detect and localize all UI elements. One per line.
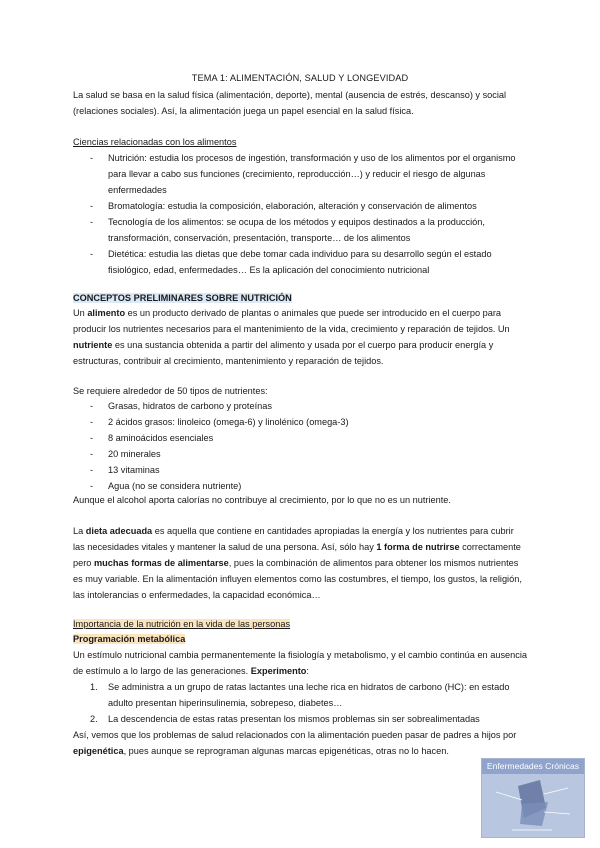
term-alimento: alimento <box>87 308 126 318</box>
programacion-paragraph <box>73 647 528 679</box>
highlight: Programación metabólica <box>73 634 186 644</box>
text-run: es una sustancia obtenida a partir del alimento y usada por el cuerpo para producir energía y estructuras, contribuir al crecimiento, mantenimiento y reparación de tejidos. <box>73 340 494 366</box>
text-run: Un estímulo nutricional cambia permanentemente la fisiología y metabolismo, y el cambio continúa en ausencia de estímulo a lo largo de las generaciones. <box>73 650 528 676</box>
text-run: es aquella que contiene en cantidades apropiadas la energía y los nutrientes para cubrir las necesidades vitales y mantener la salud de una persona. Así, sólo hay <box>73 526 514 552</box>
highlight: CONCEPTOS PRELIMINARES SOBRE NUTRICIÓN <box>73 293 292 303</box>
text-run: , pues la combinación de alimentos para obtener los mismos nutrientes es muy variable. En la alimentación influyen elementos como las costumbres, el tiempo, los gustos, la religión, las intolerancias o enfermedades, la capacidad económica… <box>73 558 522 600</box>
list-item: - Tecnología de los alimentos: se ocupa de los métodos y equipos destinados a la producción, transformación, conservación, presentación, transporte… de los alimentos <box>90 214 520 246</box>
highlight: Importancia de la nutrición en la vida de las personas <box>73 619 291 629</box>
list-item: - Agua (no se considera nutriente) <box>90 478 520 494</box>
text-run: La <box>73 526 86 536</box>
bold-run: epigenética <box>73 746 124 756</box>
list-item: - 20 minerales <box>90 446 520 462</box>
ciencias-heading: Ciencias relacionadas con los alimentos <box>73 137 237 147</box>
step-number: 1. <box>90 682 98 692</box>
list-item: - 8 aminoácidos esenciales <box>90 430 520 446</box>
bold-run: Experimento <box>250 666 307 676</box>
text-run: : <box>306 666 309 676</box>
intro-paragraph: La salud se basa en la salud física (alimentación, deporte), mental (ausencia de estrés, descanso) y social (relaciones sociales). Así, la alimentación juega un papel esencial en la salud física. <box>73 90 507 116</box>
list-item <box>90 711 520 727</box>
diagram-line <box>544 812 570 814</box>
conceptos-heading <box>73 291 292 305</box>
programacion-heading <box>73 632 185 646</box>
list-item: - 2 ácidos grasos: linoleico (omega-6) y linolénico (omega-3) <box>90 414 520 430</box>
document-title: TEMA 1: ALIMENTACIÓN, SALUD Y LONGEVIDAD <box>191 73 409 83</box>
text-run: Así, vemos que los problemas de salud relacionados con la alimentación pueden pasar de padres a hijos por <box>73 730 517 740</box>
figure-title: Enfermedades Crónicas <box>482 759 584 774</box>
text-run: Un <box>73 308 88 318</box>
list-item: - Grasas, hidratos de carbono y proteínas <box>90 398 520 414</box>
diagram-shape <box>520 802 548 826</box>
diagram-line <box>544 788 568 794</box>
alimento-paragraph <box>73 305 528 369</box>
experiment-steps <box>90 679 520 727</box>
list-item: - Dietética: estudia las dietas que debe tomar cada individuo para su desarrollo según el estado fisiológico, edad, enfermedades… Es la aplicación del conocimiento nutricional <box>90 246 520 278</box>
ciencias-list <box>90 150 520 278</box>
figure-diagram <box>482 774 584 837</box>
dieta-paragraph <box>73 523 528 603</box>
nutrientes-lead: Se requiere alrededor de 50 tipos de nutrientes: <box>73 386 268 396</box>
list-item: - 13 vitaminas <box>90 462 520 478</box>
step-text: La descendencia de estas ratas presentan los mismos problemas sin ser sobrealimentadas <box>108 714 480 724</box>
step-text: Se administra a un grupo de ratas lactantes una leche rica en hidratos de carbono (HC): en estado adulto presentan hiperinsulinemia, sobrepeso, diabetes… <box>108 682 510 708</box>
term-dieta: dieta adecuada <box>85 526 153 536</box>
term-nutriente: nutriente <box>73 340 113 350</box>
list-item: - Bromatología: estudia la composición, elaboración, alteración y conservación de alimentos <box>90 198 520 214</box>
list-item <box>90 679 520 711</box>
conclusion-paragraph <box>73 727 528 759</box>
alcohol-note: Aunque el alcohol aporta calorías no contribuye al crecimiento, por lo que no es un nutriente. <box>73 495 451 505</box>
diagram-line <box>496 792 522 800</box>
importancia-heading <box>73 617 290 631</box>
bold-run: muchas formas de alimentarse <box>93 558 229 568</box>
nutrientes-list <box>90 398 520 494</box>
text-run: , pues aunque se reprograman algunas marcas epigenéticas, otras no lo hacen. <box>123 746 449 756</box>
bold-run: 1 forma de nutrirse <box>376 542 460 552</box>
figure-thumbnail <box>481 758 585 838</box>
step-number: 2. <box>90 714 98 724</box>
text-run: correctamente pero <box>73 542 521 568</box>
list-item: - Nutrición: estudia los procesos de ingestión, transformación y uso de los alimentos por el organismo para llevar a cabo sus funciones (crecimiento, reproducción…) y reducir el riesgo de algunas enfermedades <box>90 150 520 198</box>
text-run: es un producto derivado de plantas o animales que puede ser introducido en el cuerpo para producir los nutrientes necesarios para el mantenimiento de la vida, crecimiento y reparación de tejidos. Un <box>73 308 510 334</box>
